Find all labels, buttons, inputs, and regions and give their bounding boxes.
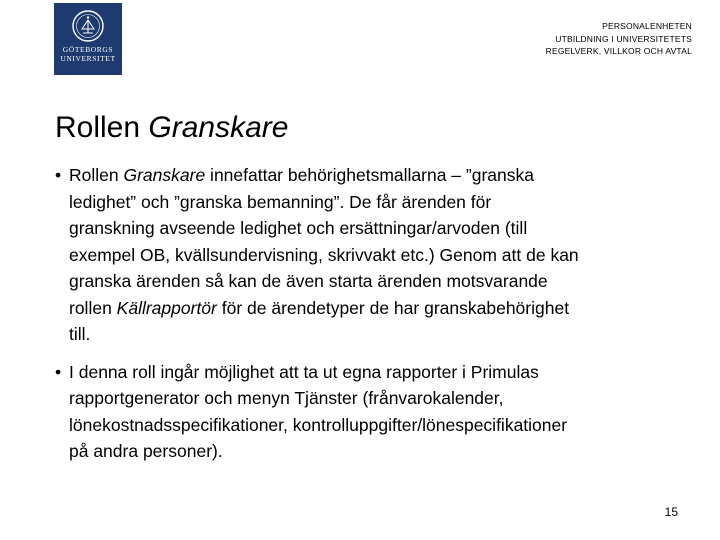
- title-italic: Granskare: [148, 111, 289, 144]
- bullet-1-line-6-b: för de ärendetyper de har granskabehörighet: [216, 297, 570, 318]
- university-logo: [54, 3, 122, 75]
- bullet-1-line-1-b: innefattar behörighetsmallarna – ”granska: [205, 165, 534, 185]
- logo-wordmark: [60, 45, 115, 63]
- bullet-1-line-6-a: rollen: [69, 297, 117, 318]
- title-plain: Rollen: [55, 111, 149, 144]
- bullet-1-line-7: till.: [69, 324, 91, 344]
- header-line-1: PERSONALENHETEN: [602, 21, 692, 31]
- bullet-1-line-4: exempel OB, kvällsundervisning, skrivvakt etc.) Genom att de kan: [69, 244, 579, 265]
- bullet-1-line-5: granska ärenden så kan de även starta ärenden motsvarande: [69, 271, 548, 291]
- university-seal-icon: [71, 9, 105, 43]
- bullet-1-line-1-a: Rollen: [69, 165, 124, 185]
- bullet-1-line-3: granskning avseende ledighet och ersättningar/arvoden (till: [69, 218, 528, 238]
- bullet-1-line-6: [69, 295, 695, 322]
- bullet-item-2: [55, 359, 695, 465]
- bullet-2-line-3: lönekostnadsspecifikationer, kontrolluppgifter/lönespecifikationer: [69, 414, 568, 435]
- header-line-3: REGELVERK, VILLKOR OCH AVTAL: [545, 46, 692, 56]
- logo-line-1: GÖTEBORGS: [62, 45, 114, 54]
- header-line-2: UTBILDNING I UNIVERSITETETS: [555, 33, 692, 44]
- page-number: 15: [664, 505, 678, 519]
- bullet-list: [55, 162, 695, 465]
- bullet-item-1: [55, 162, 695, 348]
- bullet-2-line-4: på andra personer).: [69, 441, 223, 461]
- bullet-1-role-granskare: Granskare: [123, 165, 206, 185]
- logo-line-2: UNIVERSITET: [60, 54, 116, 63]
- bullet-symbol: •: [55, 361, 62, 382]
- bullet-2-line-1: I denna roll ingår möjlighet att ta ut egna rapporter i Primulas: [69, 361, 539, 382]
- slide-title: [55, 110, 288, 146]
- bullet-1-line-2: ledighet” och ”granska bemanning”. De får ärenden för: [69, 191, 492, 212]
- bullet-2-line-2: rapportgenerator och menyn Tjänster (frånvarokalender,: [69, 388, 504, 408]
- bullet-symbol: •: [55, 165, 62, 185]
- bullet-1-role-kallrapportor: Källrapportör: [116, 297, 217, 318]
- bullet-1-line-1: [69, 162, 695, 189]
- department-header: [546, 20, 692, 58]
